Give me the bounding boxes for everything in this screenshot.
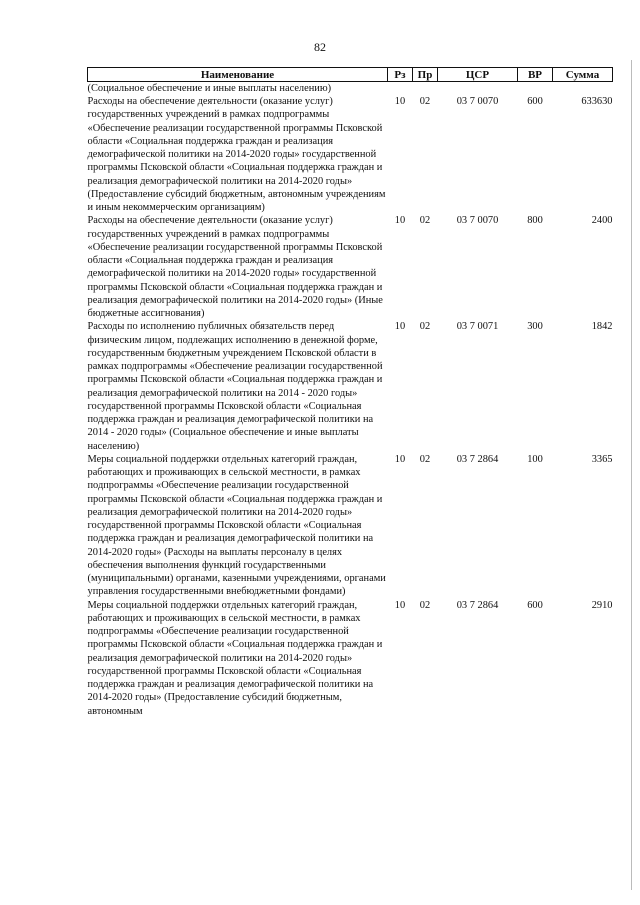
row-csr: 03 7 2864 (456, 453, 499, 465)
table-row (88, 599, 613, 718)
row-rz: 10 (394, 453, 406, 465)
row-pr: 02 (419, 215, 431, 227)
budget-table (87, 67, 613, 718)
row-vr: 600 (527, 96, 543, 107)
row-vr: 800 (527, 215, 543, 227)
row-name: Расходы на обеспечение деятельности (оказание услуг) государственных учреждений в рамках подпрограммы «Обеспечение реализации государственной программы Псковской области «Социальная поддержка граждан и реализация демографической политики на 2014-2020 годы» государственной программы Псковской области «Социальная поддержка граждан и реализация демографической политики на 2014-2020 годы» (Иные бюджетные ассигнования) (87, 215, 383, 319)
page-number: 82 (314, 40, 326, 54)
row-rz: 10 (394, 215, 406, 227)
row-name: Меры социальной поддержки отдельных категорий граждан, работающих и проживающих в сельской местности, в рамках подпрограммы «Обеспечение реализации государственной программы Псковской области «Социальная поддержка граждан и реализация демографической политики на 2014-2020 годы» государственной программы Псковской области «Социальная поддержка граждан и реализация демографической политики на 2014-2020 годы» (Предоставление субсидий бюджетным, автономным (87, 599, 383, 717)
row-vr: 600 (527, 599, 543, 611)
continuation-text: (Социальное обеспечение и иные выплаты населению) (87, 83, 332, 94)
row-pr: 02 (419, 453, 431, 465)
row-sum: 633630 (581, 96, 613, 107)
row-csr: 03 7 2864 (456, 599, 499, 611)
row-rz: 10 (394, 321, 406, 333)
header-csr: ЦСР (438, 68, 518, 82)
row-sum: 1842 (591, 321, 613, 333)
table-row (88, 453, 613, 599)
table-row (88, 320, 613, 453)
row-pr: 02 (419, 599, 431, 611)
header-pr: Пр (413, 68, 438, 82)
row-csr: 03 7 0070 (456, 96, 499, 107)
row-name: Расходы на обеспечение деятельности (оказание услуг) государственных учреждений в рамках подпрограммы «Обеспечение реализации государственной программы Псковской области «Социальная поддержка граждан и реализация демографической политики на 2014-2020 годы» государственной программы Псковской области «Социальная поддержка граждан и реализация демографической политики на 2014-2020 годы» (Предоставление субсидий бюджетным, автономным учреждениям и иным некоммерческим организациям) (87, 96, 386, 213)
table-row (88, 214, 613, 320)
row-rz: 10 (394, 599, 406, 611)
row-sum: 2910 (591, 599, 613, 611)
row-csr: 03 7 0071 (456, 321, 499, 333)
scan-edge-line (631, 60, 632, 890)
row-name: Расходы по исполнению публичных обязательств перед физическим лицом, подлежащих исполнению в денежной форме, государственным бюджетным учреждением Псковской области в рамках подпрограммы «Обеспечение реализации государственной программы Псковской области «Социальная поддержка граждан и реализация демографической политики на 2014 - 2020 годы» государственной программы Псковской области «Социальная поддержка граждан и реализация демографической политики на 2014 - 2020 годы» (Социальное обеспечение и иные выплаты населению) (87, 321, 383, 452)
row-rz: 10 (394, 96, 406, 107)
row-pr: 02 (419, 321, 431, 333)
header-name: Наименование (88, 68, 388, 82)
table-header (88, 68, 613, 82)
continuation-row (88, 82, 613, 96)
header-sum: Сумма (553, 68, 613, 82)
row-name: Меры социальной поддержки отдельных категорий граждан, работающих и проживающих в сельской местности, в рамках подпрограммы «Обеспечение реализации государственной программы Псковской области «Социальная поддержка граждан и реализация демографической политики на 2014-2020 годы» государственной программы Псковской области «Социальная поддержка граждан и реализация демографической политики на 2014-2020 годы» (Расходы на выплаты персоналу в целях обеспечения выполнения функций государственными (муниципальными) органами, казенными учреждениями, органами управления государственными внебюджетными фондами) (87, 453, 386, 598)
table-row (88, 95, 613, 214)
header-rz: Рз (388, 68, 413, 82)
header-vr: ВР (518, 68, 553, 82)
row-sum: 2400 (591, 215, 613, 227)
row-csr: 03 7 0070 (456, 215, 499, 227)
row-sum: 3365 (591, 453, 613, 465)
row-pr: 02 (419, 96, 431, 107)
row-vr: 300 (527, 321, 543, 333)
row-vr: 100 (527, 453, 543, 465)
